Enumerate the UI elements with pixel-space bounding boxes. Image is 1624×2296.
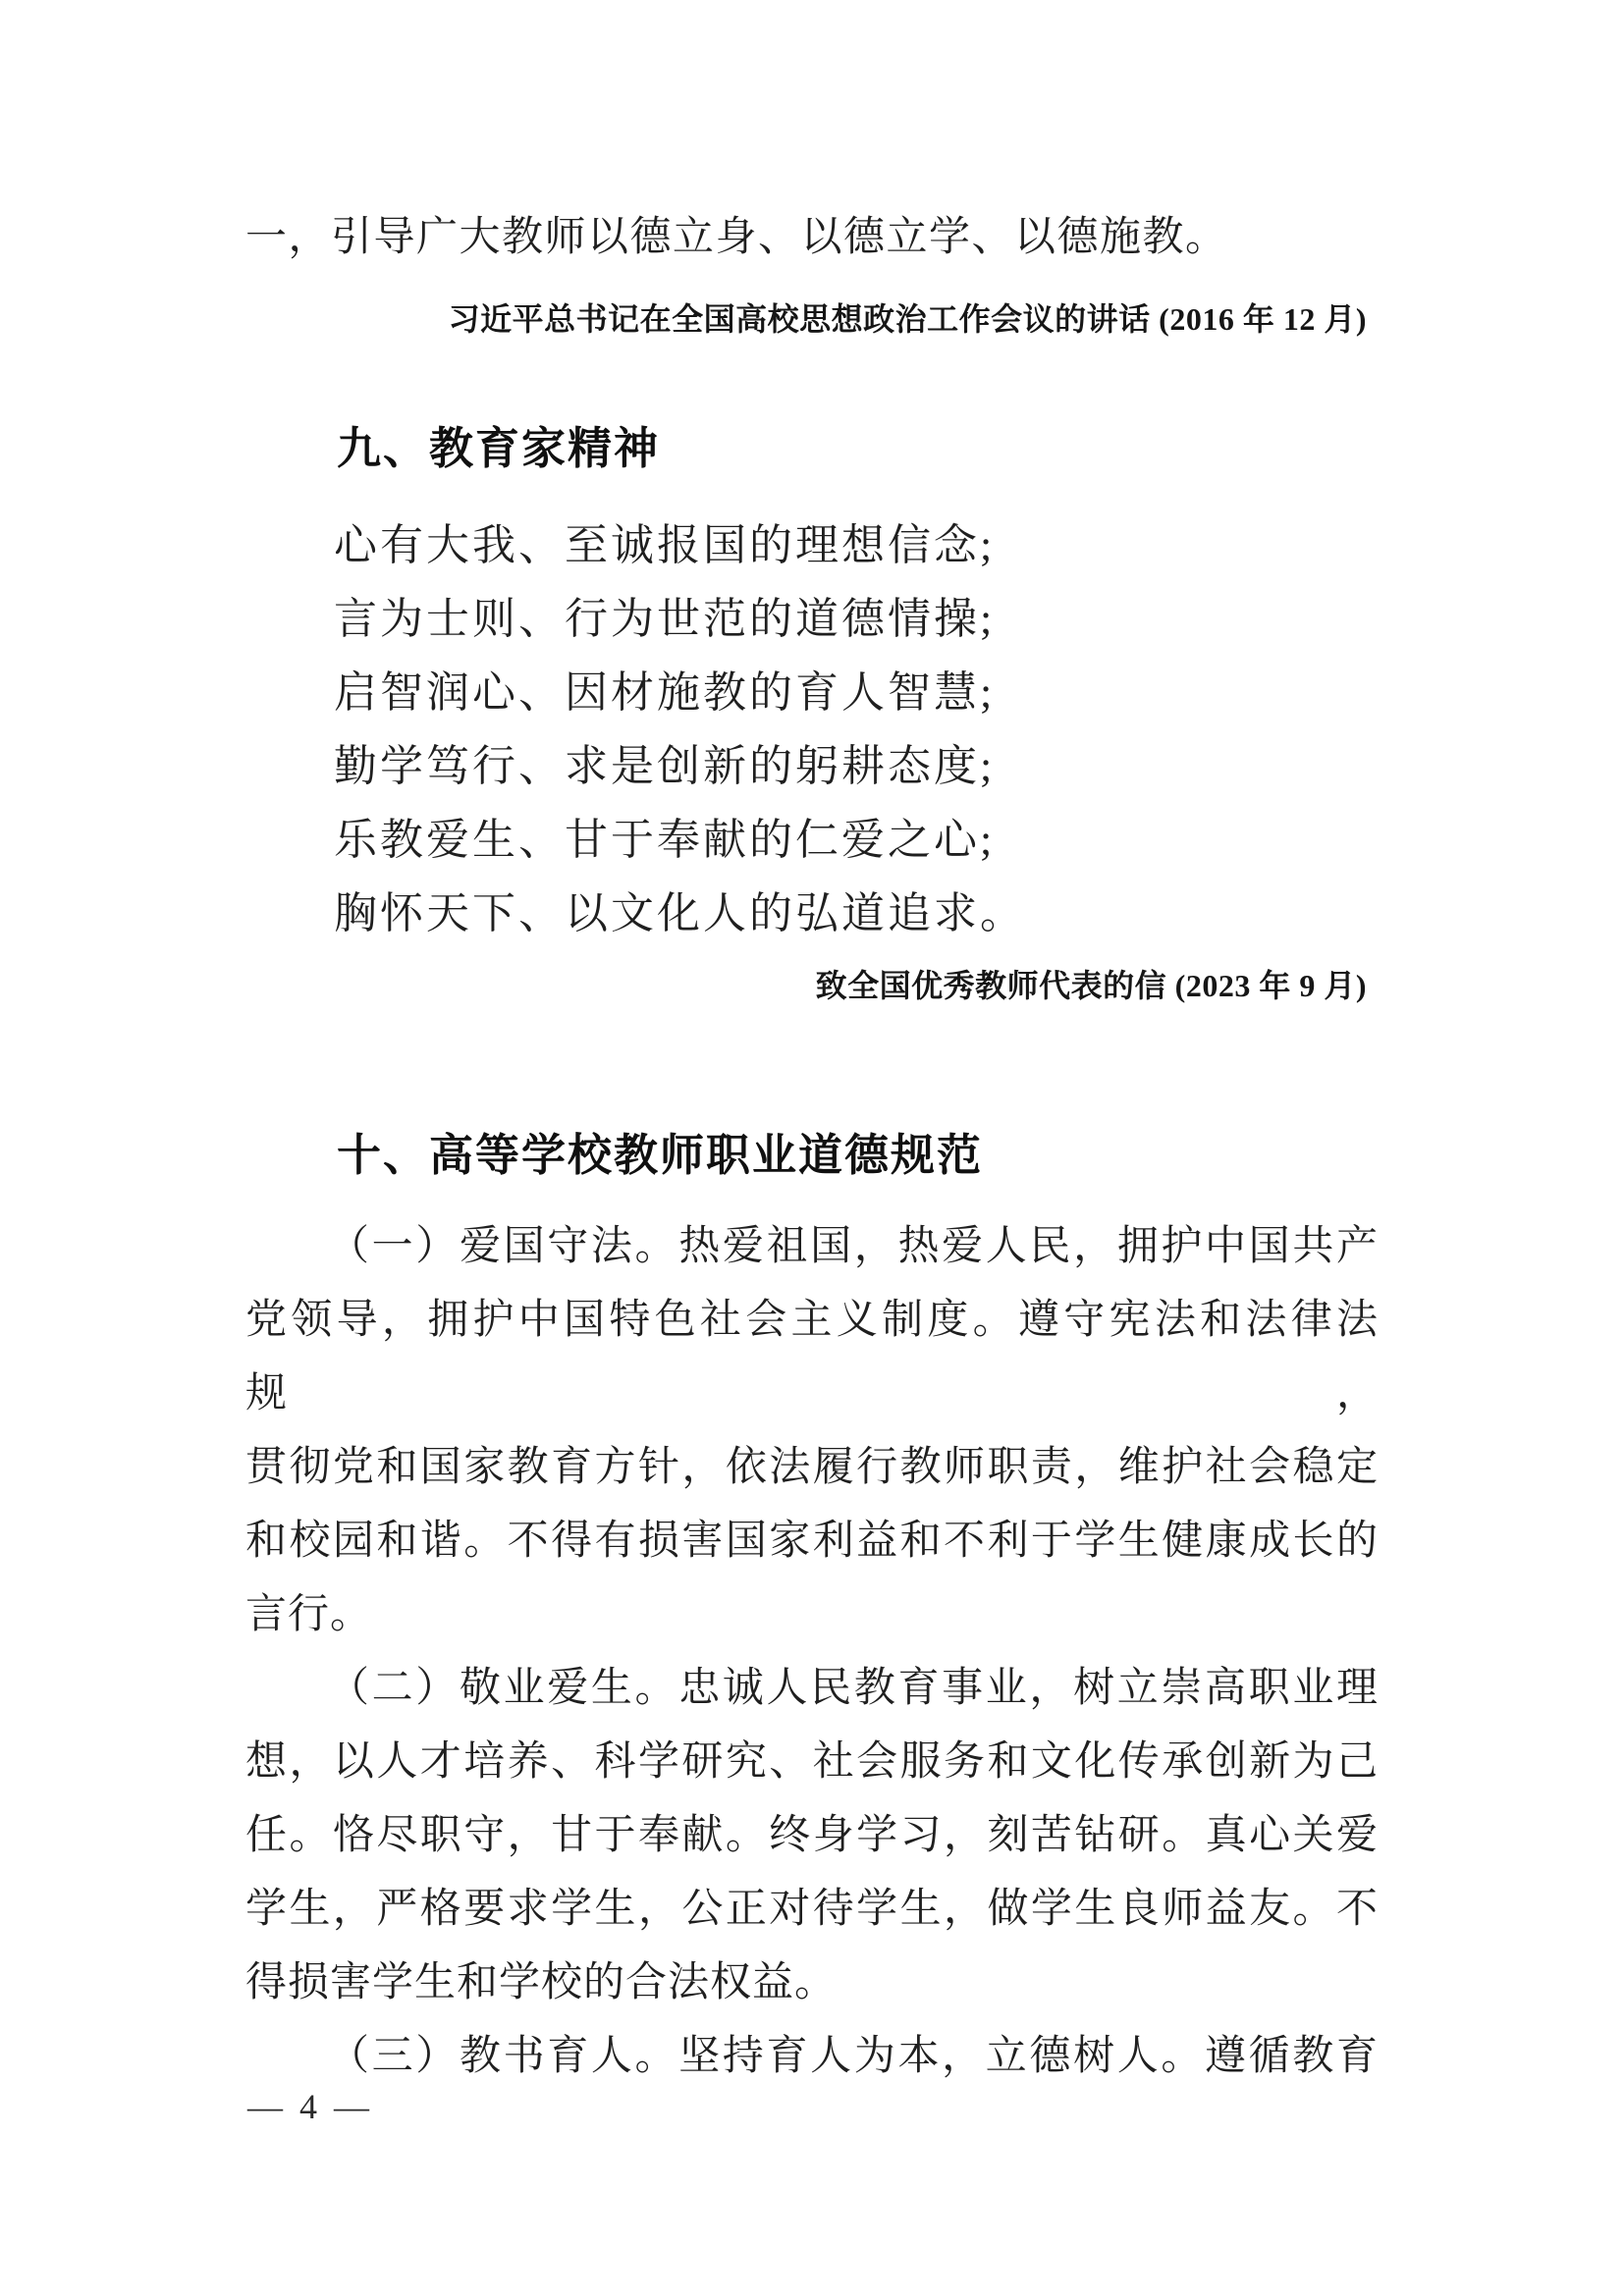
body-line: （一）爱国守法。热爱祖国，热爱人民，拥护中国共产 <box>328 1224 1379 1269</box>
poem-line: 心有大我、至诚报国的理想信念; <box>334 521 996 569</box>
citation-letter-2023: 致全国优秀教师代表的信 (2023 年 9 月) <box>815 968 1367 1003</box>
section-9-title: 九、教育家精神 <box>337 423 661 473</box>
body-line: 得损害学生和学校的合法权益。 <box>245 1960 838 2005</box>
poem-line: 言为士则、行为世范的道德情操; <box>334 595 996 643</box>
body-line: 言行。 <box>245 1592 373 1637</box>
poem-line: 勤学笃行、求是创新的躬耕态度; <box>334 742 996 790</box>
section-10-body <box>245 1210 1379 2094</box>
body-line: 贯彻党和国家教育方针，依法履行教师职责，维护社会稳定 <box>245 1445 1379 1490</box>
body-line: 想，以人才培养、科学研究、社会服务和文化传承创新为己 <box>245 1739 1379 1785</box>
body-line: 和校园和谐。不得有损害国家利益和不利于学生健康成长的 <box>245 1519 1379 1564</box>
poem-line: 乐教爱生、甘于奉献的仁爱之心; <box>334 816 996 864</box>
poem-line: 胸怀天下、以文化人的弘道追求。 <box>334 889 1026 937</box>
body-line: 学生，严格要求学生，公正对待学生，做学生良师益友。不 <box>245 1887 1379 1932</box>
page-number: — 4 — <box>247 2087 373 2126</box>
citation-speech-2016: 习近平总书记在全国高校思想政治工作会议的讲话 (2016 年 12 月) <box>448 301 1367 337</box>
body-line: 任。恪尽职守，甘于奉献。终身学习，刻苦钻研。真心关爱 <box>245 1813 1379 1858</box>
body-line: （三）教书育人。坚持育人为本，立德树人。遵循教育 <box>328 2034 1379 2079</box>
section-10-title: 十、高等学校教师职业道德规范 <box>337 1130 984 1180</box>
body-line: 党领导，拥护中国特色社会主义制度。遵守宪法和法律法规， <box>245 1298 1379 1416</box>
educator-spirit-poem <box>334 508 1026 950</box>
poem-line: 启智润心、因材施教的育人智慧; <box>334 668 996 717</box>
continuation-line: 一，引导广大教师以德立身、以德立学、以德施教。 <box>245 215 1228 260</box>
body-line: （二）敬业爱生。忠诚人民教育事业，树立崇高职业理 <box>328 1666 1379 1711</box>
